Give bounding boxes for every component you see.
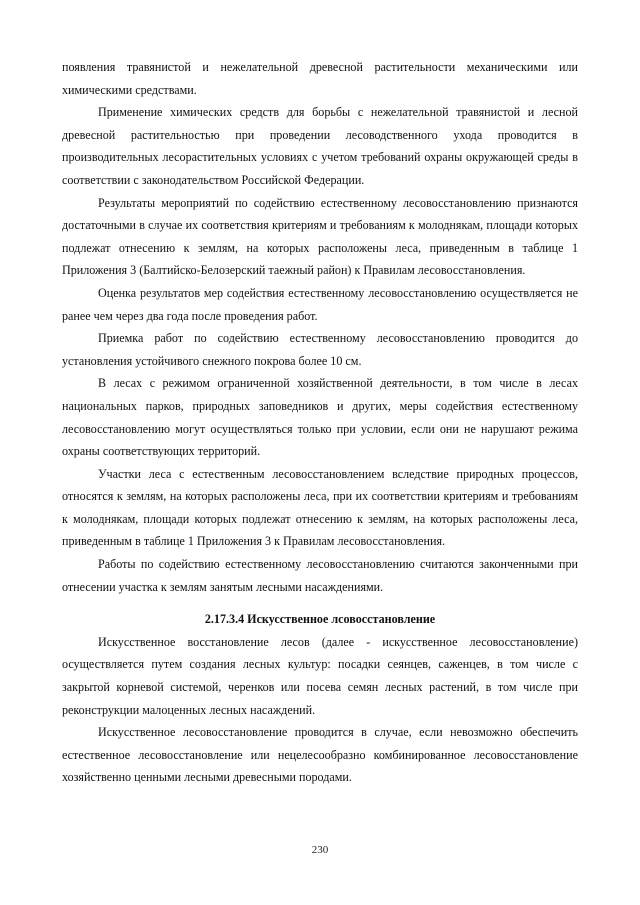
paragraph-restricted-forests: В лесах с режимом ограниченной хозяйственной деятельности, в том числе в лесах национальных парков, природных заповедников и других, меры содействия естественному лесовосстановлению могут осуществляться только при условии, если они не нарушают режима охраны соответствующих территорий. <box>62 376 578 459</box>
paragraph-results-sufficient: Результаты мероприятий по содействию естественному лесовосстановлению признаются достаточными в случае их соответствия критериям и требованиям к молоднякам, площади которых подлежат отнесению к землям, на которых расположены леса, приведенным в таблице 1 Приложения 3 (Балтийско-Белозерский таежный район) к Правилам лесовосстановления. <box>62 195 578 278</box>
paragraph-artificial-conditions: Искусственное лесовосстановление проводится в случае, если невозможно обеспечить естественное лесовосстановление или нецелесообразно комбинированное лесовосстановление хозяйственно ценными лесными древесными породами. <box>62 725 578 785</box>
paragraph-continued: появления травянистой и нежелательной древесной растительности механическими или химическими средствами. <box>62 60 578 97</box>
paragraph-works-acceptance: Приемка работ по содействию естественному лесовосстановлению проводится до установления устойчивого снежного покрова более 10 см. <box>62 331 578 368</box>
paragraph-chemical-means: Применение химических средств для борьбы с нежелательной травянистой и лесной древесной растительностью при проведении лесоводственного ухода проводится в производительных лесорастительных условиях с учетом требований охраны окружающей среды в соответствии с законодательством Российской Федерации. <box>62 105 578 187</box>
paragraph-works-completed: Работы по содействию естественному лесовосстановлению считаются законченными при отнесении участка к землям занятым лесными насаждениями. <box>62 557 578 594</box>
paragraph-results-assessment: Оценка результатов мер содействия естественному лесовосстановлению осуществляется не ранее чем через два года после проведения работ. <box>62 285 578 323</box>
paragraph-natural-regeneration: Участки леса с естественным лесовосстановлением вследствие природных процессов, относятся к землям, на которых расположены леса, при их соответствии критериям и требованиям к молоднякам, площади которых подлежат отнесению к землям, на которых расположены леса, приведенным в таблице 1 Приложения 3 к Правилам лесовосстановления. <box>62 466 578 549</box>
document-page <box>62 56 578 789</box>
page-number: 230 <box>311 844 329 856</box>
section-heading: 2.17.3.4 Искусственное лсовосстановление <box>204 612 436 627</box>
paragraph-artificial-definition: Искусственное восстановление лесов (далее - искусственное лесовосстановление) осуществляется путем создания лесных культур: посадки сеянцев, саженцев, в том числе с закрытой корневой системой, черенков или посева семян лесных растений, в том числе при реконструкции малоценных лесных насаждений. <box>62 634 578 717</box>
